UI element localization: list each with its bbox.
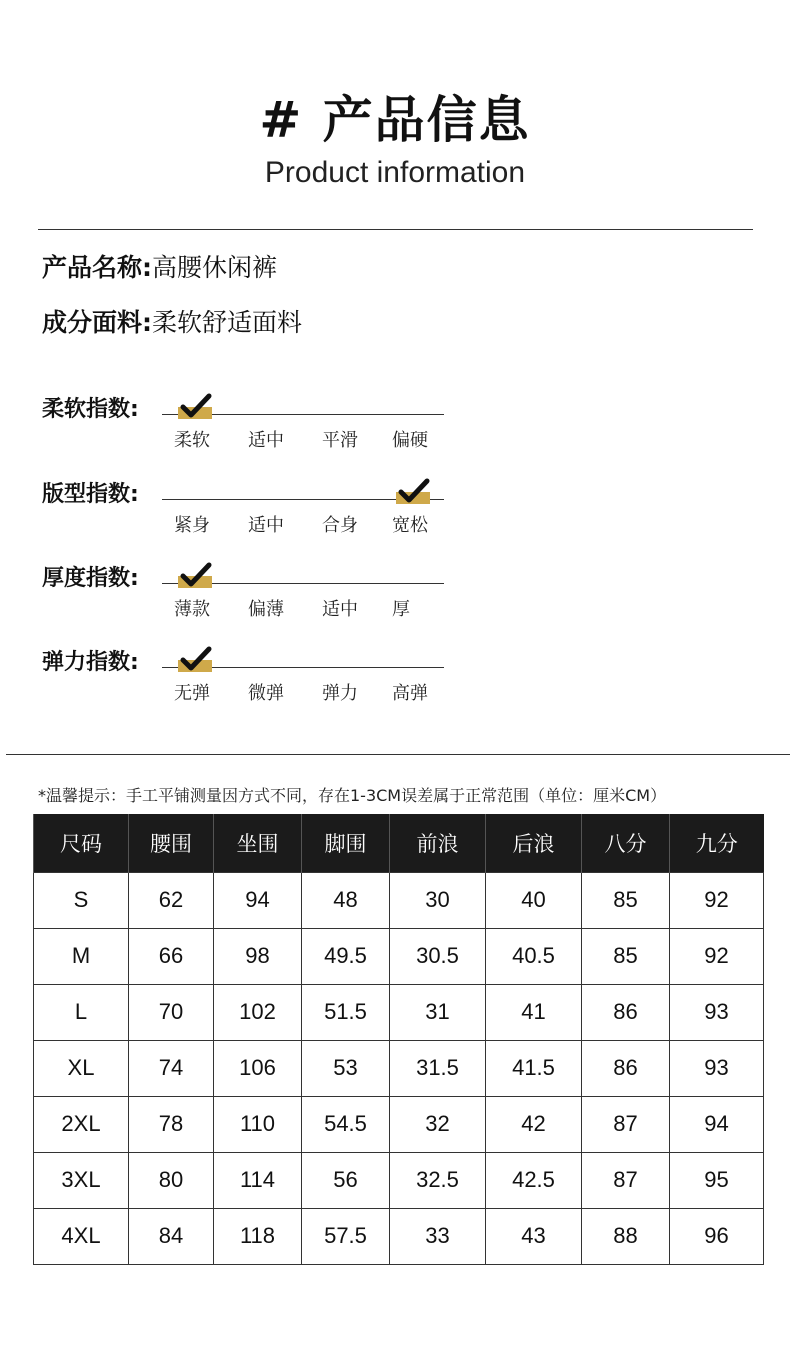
table-cell: 31.5 — [390, 1040, 486, 1096]
table-row — [34, 1040, 764, 1096]
index-row — [42, 561, 462, 631]
table-cell: 87 — [582, 1096, 670, 1152]
table-cell: 87 — [582, 1152, 670, 1208]
index-option: 适中 — [322, 599, 358, 620]
table-cell: 41 — [486, 984, 582, 1040]
table-cell: XL — [34, 1040, 129, 1096]
index-label: 厚度指数: — [42, 566, 139, 591]
table-cell: 94 — [670, 1096, 764, 1152]
table-cell: 42 — [486, 1096, 582, 1152]
size-table-header — [34, 814, 764, 872]
table-cell: 53 — [302, 1040, 390, 1096]
index-option: 紧身 — [174, 515, 210, 536]
table-cell: 51.5 — [302, 984, 390, 1040]
table-cell: 42.5 — [486, 1152, 582, 1208]
size-table-column-header: 坐围 — [214, 814, 302, 872]
table-cell: 78 — [129, 1096, 214, 1152]
table-cell: M — [34, 928, 129, 984]
product-name-row — [42, 248, 277, 284]
table-cell: 95 — [670, 1152, 764, 1208]
table-cell: 62 — [129, 872, 214, 928]
check-mark-icon — [396, 482, 430, 510]
table-row — [34, 928, 764, 984]
table-row — [34, 1208, 764, 1264]
table-cell: 98 — [214, 928, 302, 984]
table-cell: 66 — [129, 928, 214, 984]
index-option: 偏硬 — [392, 430, 428, 451]
size-table-column-header: 前浪 — [390, 814, 486, 872]
size-table — [33, 814, 764, 1265]
page-subtitle: Product information — [264, 156, 526, 189]
check-mark-icon — [178, 650, 212, 678]
index-label: 柔软指数: — [42, 397, 139, 422]
table-cell: 3XL — [34, 1152, 129, 1208]
table-cell: 110 — [214, 1096, 302, 1152]
table-cell: 93 — [670, 984, 764, 1040]
table-cell: 88 — [582, 1208, 670, 1264]
table-cell: 118 — [214, 1208, 302, 1264]
check-mark-icon — [178, 397, 212, 425]
table-cell: 4XL — [34, 1208, 129, 1264]
page-title: # 产品信息 — [259, 91, 531, 149]
size-table-column-header: 尺码 — [34, 814, 129, 872]
table-cell: 70 — [129, 984, 214, 1040]
product-fabric-value: 柔软舒适面料 — [152, 308, 303, 337]
index-option: 偏薄 — [248, 599, 284, 620]
table-cell: 106 — [214, 1040, 302, 1096]
table-cell: 114 — [214, 1152, 302, 1208]
index-option: 适中 — [248, 515, 284, 536]
index-label: 弹力指数: — [42, 650, 139, 675]
index-option: 厚 — [392, 599, 410, 620]
table-cell: 80 — [129, 1152, 214, 1208]
table-cell: L — [34, 984, 129, 1040]
table-cell: 33 — [390, 1208, 486, 1264]
table-cell: 74 — [129, 1040, 214, 1096]
product-fabric-label: 成分面料: — [42, 308, 152, 337]
size-table-body — [34, 872, 764, 1264]
size-table-column-header: 后浪 — [486, 814, 582, 872]
size-table-column-header: 九分 — [670, 814, 764, 872]
table-cell: 30 — [390, 872, 486, 928]
table-cell: 48 — [302, 872, 390, 928]
size-table-column-header: 脚围 — [302, 814, 390, 872]
index-option: 平滑 — [322, 430, 358, 451]
size-table-column-header: 八分 — [582, 814, 670, 872]
table-row — [34, 984, 764, 1040]
table-cell: 43 — [486, 1208, 582, 1264]
product-name-label: 产品名称: — [42, 253, 152, 282]
table-cell: 56 — [302, 1152, 390, 1208]
table-cell: 85 — [582, 872, 670, 928]
index-label: 版型指数: — [42, 482, 139, 507]
table-cell: 54.5 — [302, 1096, 390, 1152]
middle-divider — [6, 754, 790, 755]
table-cell: 96 — [670, 1208, 764, 1264]
index-option: 宽松 — [392, 515, 428, 536]
index-row — [42, 645, 462, 715]
table-cell: 31 — [390, 984, 486, 1040]
table-cell: 84 — [129, 1208, 214, 1264]
table-row — [34, 1096, 764, 1152]
index-option: 适中 — [248, 430, 284, 451]
top-divider — [38, 229, 753, 230]
table-cell: 85 — [582, 928, 670, 984]
table-cell: 86 — [582, 984, 670, 1040]
table-row — [34, 872, 764, 928]
size-table-column-header: 腰围 — [129, 814, 214, 872]
table-cell: 2XL — [34, 1096, 129, 1152]
table-row — [34, 1152, 764, 1208]
table-cell: S — [34, 872, 129, 928]
table-cell: 94 — [214, 872, 302, 928]
table-cell: 30.5 — [390, 928, 486, 984]
table-cell: 32 — [390, 1096, 486, 1152]
check-mark-icon — [178, 566, 212, 594]
index-option: 高弹 — [392, 683, 428, 704]
measurement-note: *温馨提示：手工平铺测量因方式不同，存在1-3CM误差属于正常范围（单位：厘米CM） — [38, 786, 667, 805]
table-cell: 86 — [582, 1040, 670, 1096]
table-cell: 41.5 — [486, 1040, 582, 1096]
table-cell: 32.5 — [390, 1152, 486, 1208]
index-option: 薄款 — [174, 599, 210, 620]
table-cell: 92 — [670, 872, 764, 928]
product-fabric-row — [42, 303, 302, 339]
index-row — [42, 392, 462, 462]
index-option: 微弹 — [248, 683, 284, 704]
table-cell: 57.5 — [302, 1208, 390, 1264]
table-cell: 40.5 — [486, 928, 582, 984]
index-option: 柔软 — [174, 430, 210, 451]
index-option: 无弹 — [174, 683, 210, 704]
index-option: 合身 — [322, 515, 358, 536]
index-row — [42, 477, 462, 547]
table-cell: 40 — [486, 872, 582, 928]
table-cell: 102 — [214, 984, 302, 1040]
table-cell: 92 — [670, 928, 764, 984]
index-option: 弹力 — [322, 683, 358, 704]
table-cell: 93 — [670, 1040, 764, 1096]
product-name-value: 高腰休闲裤 — [152, 253, 278, 282]
table-cell: 49.5 — [302, 928, 390, 984]
